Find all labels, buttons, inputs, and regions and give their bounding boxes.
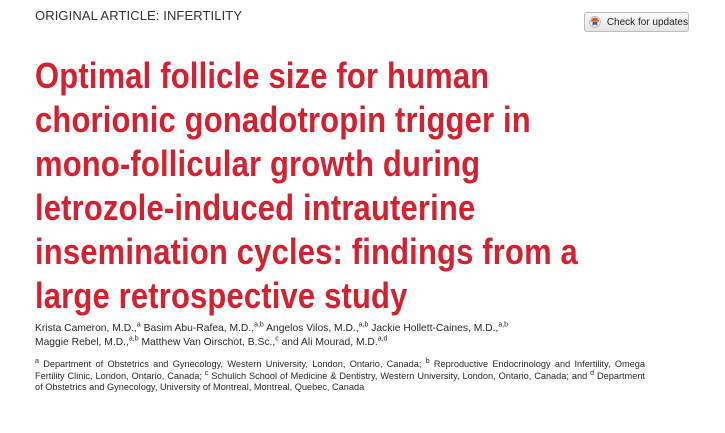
author-name: Angelos Vilos, M.D., — [266, 323, 359, 334]
title-line: chorionic gonadotropin trigger in — [35, 99, 531, 140]
author-affiliation-mark: a,b — [254, 321, 264, 329]
affiliation-text: Department of Obstetrics and Gynecology, Western University, London, Ontario, Canada; — [43, 359, 422, 369]
author-name: and Ali Mourad, M.D. — [281, 337, 378, 348]
author-affiliation-mark: a,b — [358, 321, 369, 329]
author-affiliation-mark: a — [136, 321, 141, 329]
article-title — [35, 54, 620, 318]
affiliation-mark: a — [35, 357, 39, 365]
affiliation-text: Reproductive Endocrinology and Infertility, Omega Fertility Clinic, London, Ontario, Canada; — [35, 359, 645, 381]
author-name: Maggie Rebel, M.D., — [35, 337, 129, 348]
title-line: insemination cycles: findings from a — [35, 231, 578, 272]
author-affiliation-mark: c — [275, 335, 279, 343]
author-name: Krista Cameron, M.D., — [35, 323, 137, 334]
affiliation-mark: b — [425, 357, 430, 365]
title-line: large retrospective study — [35, 275, 408, 316]
author-name: Basim Abu-Rafea, M.D., — [143, 323, 255, 334]
author-name: Jackie Hollett-Caines, M.D., — [371, 323, 499, 334]
affiliation-mark: c — [204, 369, 209, 377]
author-affiliation-mark: a,d — [377, 335, 388, 343]
title-line: mono-follicular growth during — [35, 143, 481, 184]
affiliation-mark: d — [590, 369, 595, 377]
check-for-updates-button[interactable] — [584, 12, 689, 32]
author-name: Matthew Van Oirschot, B.Sc., — [141, 337, 276, 348]
section-label: ORIGINAL ARTICLE: INFERTILITY — [35, 8, 243, 23]
title-line: Optimal follicle size for human — [35, 55, 490, 96]
check-for-updates-icon — [589, 15, 601, 29]
title-line: letrozole-induced intrauterine — [35, 187, 476, 228]
check-for-updates-label: Check for updates — [606, 16, 688, 28]
affiliations — [35, 359, 645, 394]
author-affiliation-mark: a,b — [128, 335, 139, 343]
affiliation-text: Schulich School of Medicine & Dentistry, Western University, London, Ontario, Canada; and — [211, 370, 588, 381]
author-affiliation-mark: a,b — [498, 321, 509, 329]
author-list — [35, 322, 705, 350]
affiliation-text: Department of Obstetrics and Gynecology, University of Montreal, Montreal, Quebec, Canada — [35, 370, 645, 392]
